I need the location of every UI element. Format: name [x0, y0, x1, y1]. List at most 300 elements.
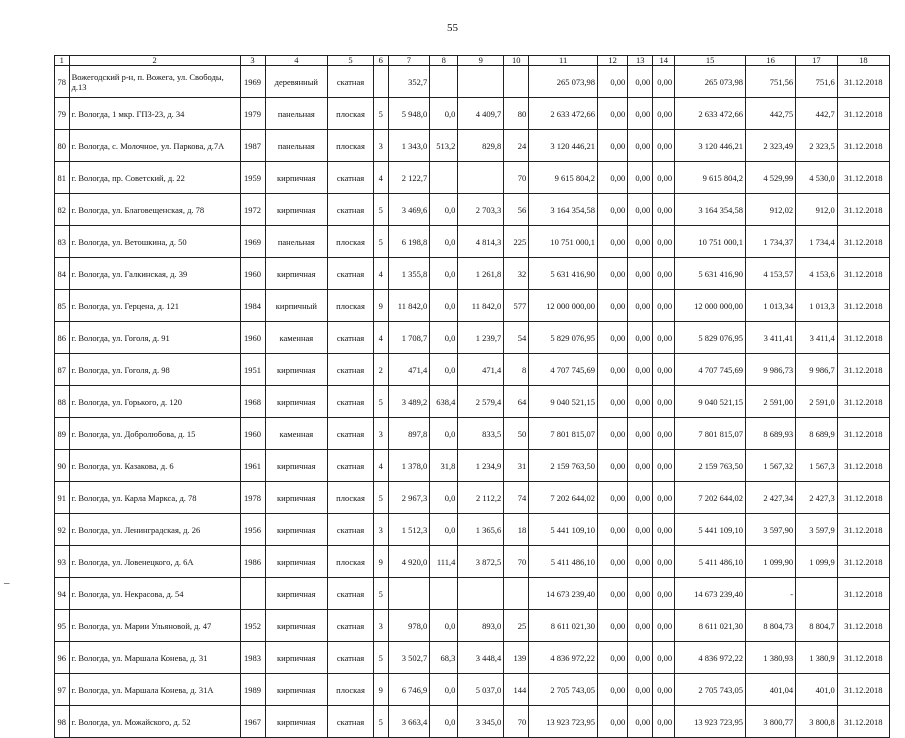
year-cell: 1960 — [240, 258, 265, 290]
residents-cell: 144 — [504, 674, 529, 706]
row-number: 86 — [55, 322, 70, 354]
area-total-cell: 978,0 — [388, 610, 430, 642]
value-cell: 0,00 — [598, 418, 628, 450]
unit-cost-rounded-cell: 8 804,7 — [796, 610, 838, 642]
area-nonresidential-cell: 0,0 — [430, 322, 458, 354]
address-cell: г. Вологда, ул. Галкинская, д. 39 — [69, 258, 240, 290]
value-cell: 0,00 — [628, 194, 653, 226]
date-cell: 31.12.2018 — [837, 674, 889, 706]
area-total-cell — [388, 578, 430, 610]
date-cell: 31.12.2018 — [837, 130, 889, 162]
unit-cost-rounded-cell: 4 153,6 — [796, 258, 838, 290]
value-cell: 0,00 — [653, 642, 675, 674]
total-cell: 5 441 109,10 — [675, 514, 746, 546]
column-number: 15 — [675, 56, 746, 66]
area-nonresidential-cell: 638,4 — [430, 386, 458, 418]
value-cell: 0,00 — [628, 322, 653, 354]
year-cell: 1959 — [240, 162, 265, 194]
residents-cell: 54 — [504, 322, 529, 354]
table-row — [55, 258, 890, 290]
unit-cost-cell: 1 099,90 — [746, 546, 796, 578]
value-cell: 0,00 — [653, 258, 675, 290]
floors-cell: 5 — [373, 386, 388, 418]
residents-cell: 32 — [504, 258, 529, 290]
row-number: 96 — [55, 642, 70, 674]
area-total-cell: 3 469,6 — [388, 194, 430, 226]
total-cell: 9 615 804,2 — [675, 162, 746, 194]
total-cell: 4 836 972,22 — [675, 642, 746, 674]
value-cell: 0,00 — [598, 98, 628, 130]
floors-cell: 4 — [373, 258, 388, 290]
area-residential-cell: 2 112,2 — [458, 482, 504, 514]
area-residential-cell: 3 345,0 — [458, 706, 504, 738]
floors-cell: 5 — [373, 706, 388, 738]
unit-cost-cell: 2 323,49 — [746, 130, 796, 162]
value-cell: 0,00 — [628, 546, 653, 578]
roof-type-cell: плоская — [328, 546, 374, 578]
column-number: 16 — [746, 56, 796, 66]
unit-cost-rounded-cell: 2 323,5 — [796, 130, 838, 162]
residents-cell: 64 — [504, 386, 529, 418]
residents-cell: 56 — [504, 194, 529, 226]
date-cell: 31.12.2018 — [837, 706, 889, 738]
value-cell: 0,00 — [598, 482, 628, 514]
year-cell: 1989 — [240, 674, 265, 706]
area-total-cell: 1 512,3 — [388, 514, 430, 546]
floors-cell: 4 — [373, 450, 388, 482]
column-number: 6 — [373, 56, 388, 66]
value-cell: 0,00 — [628, 162, 653, 194]
value-cell: 0,00 — [653, 610, 675, 642]
area-total-cell: 1 708,7 — [388, 322, 430, 354]
area-residential-cell — [458, 66, 504, 98]
column-number: 11 — [529, 56, 598, 66]
unit-cost-rounded-cell: 1 567,3 — [796, 450, 838, 482]
unit-cost-cell: 1 567,32 — [746, 450, 796, 482]
table-body — [55, 66, 890, 738]
value-cell: 0,00 — [653, 418, 675, 450]
total-cell: 9 040 521,15 — [675, 386, 746, 418]
residents-cell: 18 — [504, 514, 529, 546]
unit-cost-rounded-cell: 1 099,9 — [796, 546, 838, 578]
cost-cell: 265 073,98 — [529, 66, 598, 98]
value-cell: 0,00 — [653, 674, 675, 706]
unit-cost-rounded-cell — [796, 578, 838, 610]
floors-cell: 9 — [373, 674, 388, 706]
row-number: 83 — [55, 226, 70, 258]
date-cell: 31.12.2018 — [837, 194, 889, 226]
wall-material-cell: панельная — [265, 226, 328, 258]
area-total-cell: 11 842,0 — [388, 290, 430, 322]
date-cell: 31.12.2018 — [837, 578, 889, 610]
year-cell: 1952 — [240, 610, 265, 642]
value-cell: 0,00 — [628, 674, 653, 706]
value-cell: 0,00 — [653, 354, 675, 386]
column-number: 14 — [653, 56, 675, 66]
unit-cost-cell: 1 380,93 — [746, 642, 796, 674]
year-cell: 1969 — [240, 226, 265, 258]
year-cell: 1984 — [240, 290, 265, 322]
floors-cell: 5 — [373, 578, 388, 610]
area-total-cell: 352,7 — [388, 66, 430, 98]
unit-cost-rounded-cell: 1 013,3 — [796, 290, 838, 322]
area-nonresidential-cell: 0,0 — [430, 482, 458, 514]
roof-type-cell: скатная — [328, 578, 374, 610]
area-total-cell: 4 920,0 — [388, 546, 430, 578]
total-cell: 2 633 472,66 — [675, 98, 746, 130]
year-cell: 1960 — [240, 322, 265, 354]
roof-type-cell: плоская — [328, 98, 374, 130]
area-total-cell: 1 343,0 — [388, 130, 430, 162]
unit-cost-cell: 912,02 — [746, 194, 796, 226]
year-cell: 1987 — [240, 130, 265, 162]
value-cell: 0,00 — [598, 130, 628, 162]
date-cell: 31.12.2018 — [837, 322, 889, 354]
area-residential-cell: 11 842,0 — [458, 290, 504, 322]
floors-cell: 5 — [373, 642, 388, 674]
value-cell: 0,00 — [628, 258, 653, 290]
value-cell: 0,00 — [628, 290, 653, 322]
address-cell: г. Вологда, ул. Гоголя, д. 98 — [69, 354, 240, 386]
wall-material-cell: кирпичная — [265, 546, 328, 578]
unit-cost-rounded-cell: 751,6 — [796, 66, 838, 98]
address-cell: г. Вологда, пр. Советский, д. 22 — [69, 162, 240, 194]
row-number: 93 — [55, 546, 70, 578]
residents-cell: 139 — [504, 642, 529, 674]
wall-material-cell: кирпичная — [265, 354, 328, 386]
residents-cell: 50 — [504, 418, 529, 450]
table-row — [55, 578, 890, 610]
date-cell: 31.12.2018 — [837, 290, 889, 322]
row-number: 91 — [55, 482, 70, 514]
value-cell: 0,00 — [598, 578, 628, 610]
total-cell: 265 073,98 — [675, 66, 746, 98]
value-cell: 0,00 — [598, 610, 628, 642]
area-residential-cell — [458, 162, 504, 194]
date-cell: 31.12.2018 — [837, 610, 889, 642]
value-cell: 0,00 — [628, 450, 653, 482]
total-cell: 5 631 416,90 — [675, 258, 746, 290]
unit-cost-cell: 1 734,37 — [746, 226, 796, 258]
unit-cost-rounded-cell: 3 800,8 — [796, 706, 838, 738]
value-cell: 0,00 — [653, 706, 675, 738]
wall-material-cell: кирпичный — [265, 290, 328, 322]
area-nonresidential-cell: 0,0 — [430, 706, 458, 738]
area-nonresidential-cell: 0,0 — [430, 226, 458, 258]
year-cell: 1986 — [240, 546, 265, 578]
wall-material-cell: кирпичная — [265, 514, 328, 546]
area-nonresidential-cell: 68,3 — [430, 642, 458, 674]
address-cell: г. Вологда, ул. Герцена, д. 121 — [69, 290, 240, 322]
margin-mark: – — [4, 577, 10, 589]
table-row — [55, 354, 890, 386]
area-nonresidential-cell — [430, 162, 458, 194]
unit-cost-cell: 401,04 — [746, 674, 796, 706]
value-cell: 0,00 — [653, 162, 675, 194]
value-cell: 0,00 — [628, 386, 653, 418]
wall-material-cell: кирпичная — [265, 578, 328, 610]
residents-cell: 70 — [504, 162, 529, 194]
cost-cell: 5 441 109,10 — [529, 514, 598, 546]
date-cell: 31.12.2018 — [837, 66, 889, 98]
cost-cell: 8 611 021,30 — [529, 610, 598, 642]
area-nonresidential-cell: 513,2 — [430, 130, 458, 162]
year-cell: 1972 — [240, 194, 265, 226]
total-cell: 12 000 000,00 — [675, 290, 746, 322]
column-number: 9 — [458, 56, 504, 66]
unit-cost-rounded-cell: 1 734,4 — [796, 226, 838, 258]
area-residential-cell: 471,4 — [458, 354, 504, 386]
roof-type-cell: плоская — [328, 130, 374, 162]
total-cell: 7 202 644,02 — [675, 482, 746, 514]
area-residential-cell: 2 579,4 — [458, 386, 504, 418]
row-number: 87 — [55, 354, 70, 386]
cost-cell: 4 707 745,69 — [529, 354, 598, 386]
unit-cost-cell: 3 411,41 — [746, 322, 796, 354]
unit-cost-cell: 2 591,00 — [746, 386, 796, 418]
value-cell: 0,00 — [598, 322, 628, 354]
address-cell: г. Вологда, ул. Можайского, д. 52 — [69, 706, 240, 738]
column-number: 13 — [628, 56, 653, 66]
cost-cell: 3 120 446,21 — [529, 130, 598, 162]
value-cell: 0,00 — [628, 418, 653, 450]
value-cell: 0,00 — [653, 482, 675, 514]
roof-type-cell: скатная — [328, 610, 374, 642]
value-cell: 0,00 — [598, 514, 628, 546]
address-cell: г. Вологда, ул. Ветошкина, д. 50 — [69, 226, 240, 258]
row-number: 88 — [55, 386, 70, 418]
table-row — [55, 482, 890, 514]
area-residential-cell: 833,5 — [458, 418, 504, 450]
floors-cell: 3 — [373, 514, 388, 546]
floors-cell — [373, 66, 388, 98]
unit-cost-rounded-cell: 3 597,9 — [796, 514, 838, 546]
wall-material-cell: деревянный — [265, 66, 328, 98]
value-cell: 0,00 — [598, 546, 628, 578]
value-cell: 0,00 — [628, 98, 653, 130]
roof-type-cell: скатная — [328, 162, 374, 194]
cost-cell: 5 631 416,90 — [529, 258, 598, 290]
column-number: 18 — [837, 56, 889, 66]
area-nonresidential-cell: 0,0 — [430, 354, 458, 386]
table-row — [55, 610, 890, 642]
unit-cost-rounded-cell: 4 530,0 — [796, 162, 838, 194]
unit-cost-cell: 4 529,99 — [746, 162, 796, 194]
wall-material-cell: кирпичная — [265, 674, 328, 706]
unit-cost-cell: 3 800,77 — [746, 706, 796, 738]
roof-type-cell: скатная — [328, 66, 374, 98]
date-cell: 31.12.2018 — [837, 98, 889, 130]
cost-cell: 7 202 644,02 — [529, 482, 598, 514]
row-number: 80 — [55, 130, 70, 162]
area-total-cell: 3 502,7 — [388, 642, 430, 674]
value-cell: 0,00 — [653, 514, 675, 546]
area-residential-cell: 1 365,6 — [458, 514, 504, 546]
area-total-cell: 2 967,3 — [388, 482, 430, 514]
area-nonresidential-cell: 0,0 — [430, 98, 458, 130]
roof-type-cell: плоская — [328, 674, 374, 706]
area-total-cell: 471,4 — [388, 354, 430, 386]
roof-type-cell: плоская — [328, 226, 374, 258]
floors-cell: 4 — [373, 162, 388, 194]
value-cell: 0,00 — [628, 642, 653, 674]
value-cell: 0,00 — [653, 578, 675, 610]
value-cell: 0,00 — [628, 130, 653, 162]
date-cell: 31.12.2018 — [837, 162, 889, 194]
floors-cell: 4 — [373, 322, 388, 354]
table-row — [55, 546, 890, 578]
table-row — [55, 674, 890, 706]
column-number: 10 — [504, 56, 529, 66]
area-residential-cell: 5 037,0 — [458, 674, 504, 706]
area-residential-cell: 893,0 — [458, 610, 504, 642]
value-cell: 0,00 — [598, 386, 628, 418]
unit-cost-cell: 1 013,34 — [746, 290, 796, 322]
column-number: 2 — [69, 56, 240, 66]
residents-cell: 24 — [504, 130, 529, 162]
value-cell: 0,00 — [628, 578, 653, 610]
table-row — [55, 386, 890, 418]
row-number: 84 — [55, 258, 70, 290]
row-number: 82 — [55, 194, 70, 226]
value-cell: 0,00 — [598, 258, 628, 290]
cost-cell: 2 159 763,50 — [529, 450, 598, 482]
year-cell: 1967 — [240, 706, 265, 738]
floors-cell: 5 — [373, 482, 388, 514]
value-cell: 0,00 — [598, 66, 628, 98]
year-cell: 1983 — [240, 642, 265, 674]
unit-cost-cell: 751,56 — [746, 66, 796, 98]
total-cell: 3 164 354,58 — [675, 194, 746, 226]
row-number: 92 — [55, 514, 70, 546]
date-cell: 31.12.2018 — [837, 450, 889, 482]
value-cell: 0,00 — [653, 130, 675, 162]
residents-cell: 8 — [504, 354, 529, 386]
residents-cell: 80 — [504, 98, 529, 130]
area-total-cell: 2 122,7 — [388, 162, 430, 194]
date-cell: 31.12.2018 — [837, 482, 889, 514]
residents-cell: 225 — [504, 226, 529, 258]
year-cell: 1969 — [240, 66, 265, 98]
address-cell: г. Вологда, ул. Карла Маркса, д. 78 — [69, 482, 240, 514]
cost-cell: 7 801 815,07 — [529, 418, 598, 450]
column-number: 7 — [388, 56, 430, 66]
date-cell: 31.12.2018 — [837, 354, 889, 386]
table-row — [55, 290, 890, 322]
area-residential-cell: 1 261,8 — [458, 258, 504, 290]
residents-cell: 70 — [504, 546, 529, 578]
unit-cost-cell: 3 597,90 — [746, 514, 796, 546]
value-cell: 0,00 — [653, 322, 675, 354]
value-cell: 0,00 — [598, 226, 628, 258]
value-cell: 0,00 — [628, 354, 653, 386]
area-total-cell: 1 378,0 — [388, 450, 430, 482]
table-row — [55, 642, 890, 674]
column-number: 12 — [598, 56, 628, 66]
table-row — [55, 418, 890, 450]
value-cell: 0,00 — [628, 482, 653, 514]
roof-type-cell: скатная — [328, 642, 374, 674]
value-cell: 0,00 — [653, 194, 675, 226]
unit-cost-rounded-cell: 2 427,3 — [796, 482, 838, 514]
year-cell: 1951 — [240, 354, 265, 386]
unit-cost-cell: 8 804,73 — [746, 610, 796, 642]
total-cell: 5 829 076,95 — [675, 322, 746, 354]
roof-type-cell: плоская — [328, 482, 374, 514]
wall-material-cell: кирпичная — [265, 482, 328, 514]
row-number: 85 — [55, 290, 70, 322]
wall-material-cell: каменная — [265, 322, 328, 354]
cost-cell: 12 000 000,00 — [529, 290, 598, 322]
value-cell: 0,00 — [598, 450, 628, 482]
value-cell: 0,00 — [598, 706, 628, 738]
area-residential-cell: 829,8 — [458, 130, 504, 162]
unit-cost-cell: 442,75 — [746, 98, 796, 130]
total-cell: 14 673 239,40 — [675, 578, 746, 610]
value-cell: 0,00 — [628, 226, 653, 258]
address-cell: г. Вологда, ул. Добролюбова, д. 15 — [69, 418, 240, 450]
value-cell: 0,00 — [628, 514, 653, 546]
column-number: 3 — [240, 56, 265, 66]
address-cell: г. Вологда, ул. Маршала Конева, д. 31А — [69, 674, 240, 706]
cost-cell: 5 829 076,95 — [529, 322, 598, 354]
column-number: 17 — [796, 56, 838, 66]
value-cell: 0,00 — [598, 354, 628, 386]
address-cell: г. Вологда, ул. Казакова, д. 6 — [69, 450, 240, 482]
column-number: 5 — [328, 56, 374, 66]
area-residential-cell: 4 409,7 — [458, 98, 504, 130]
cost-cell: 9 615 804,2 — [529, 162, 598, 194]
value-cell: 0,00 — [598, 194, 628, 226]
year-cell: 1961 — [240, 450, 265, 482]
wall-material-cell: кирпичная — [265, 642, 328, 674]
wall-material-cell: кирпичная — [265, 258, 328, 290]
row-number: 95 — [55, 610, 70, 642]
value-cell: 0,00 — [628, 610, 653, 642]
year-cell: 1960 — [240, 418, 265, 450]
floors-cell: 9 — [373, 546, 388, 578]
roof-type-cell: скатная — [328, 194, 374, 226]
registry-table — [54, 55, 890, 738]
column-number-row — [55, 56, 890, 66]
value-cell: 0,00 — [653, 66, 675, 98]
area-nonresidential-cell: 0,0 — [430, 610, 458, 642]
table-row — [55, 226, 890, 258]
value-cell: 0,00 — [653, 290, 675, 322]
unit-cost-cell: 2 427,34 — [746, 482, 796, 514]
floors-cell: 3 — [373, 610, 388, 642]
unit-cost-cell: 8 689,93 — [746, 418, 796, 450]
area-nonresidential-cell: 0,0 — [430, 194, 458, 226]
unit-cost-rounded-cell: 3 411,4 — [796, 322, 838, 354]
residents-cell — [504, 66, 529, 98]
area-nonresidential-cell: 111,4 — [430, 546, 458, 578]
roof-type-cell: скатная — [328, 514, 374, 546]
value-cell: 0,00 — [653, 546, 675, 578]
total-cell: 5 411 486,10 — [675, 546, 746, 578]
area-residential-cell: 1 239,7 — [458, 322, 504, 354]
unit-cost-rounded-cell: 9 986,7 — [796, 354, 838, 386]
address-cell: г. Вологда, ул. Ленинградская, д. 26 — [69, 514, 240, 546]
total-cell: 8 611 021,30 — [675, 610, 746, 642]
unit-cost-cell: 9 986,73 — [746, 354, 796, 386]
year-cell: 1968 — [240, 386, 265, 418]
area-nonresidential-cell — [430, 578, 458, 610]
wall-material-cell: каменная — [265, 418, 328, 450]
area-total-cell: 6 198,8 — [388, 226, 430, 258]
row-number: 97 — [55, 674, 70, 706]
table-row — [55, 66, 890, 98]
